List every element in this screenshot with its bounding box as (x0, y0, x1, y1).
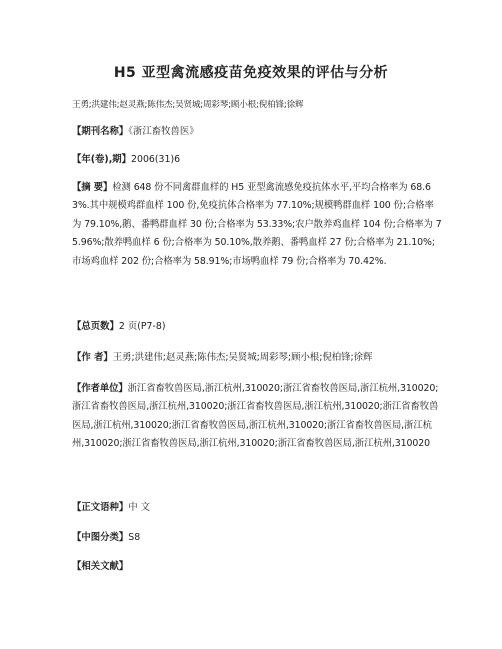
year-value: 2006(31)6 (131, 154, 181, 165)
abstract-value: 检测 648 份不同禽群血样的 H5 亚型禽流感免疫抗体水平,平均合格率为 68.63%.其中规模鸡群血样 100 份,免疫抗体合格率为 77.10%;规模鸭群血样 100 份;合格率为 79.10%,鹅、番鸭群血样 30 份;合格率为 53.33%;农户散养鸡血样 104 份;合格率为 75.96%;散养鸭血样 6 份;合格率为 50.10%,散养鹅、番鸭血样 27 份;合格率为 21.10%;市场鸡血样 202 份;合格率为 58.91%;市场鸭血样 79 份;合格率为 70.42%. (72, 182, 442, 267)
language-value: 中 文 (128, 502, 150, 513)
clc-label: 【中图分类】 (72, 532, 129, 543)
document-title: H5 亚型禽流感疫苗免疫效果的评估与分析 (113, 65, 389, 81)
journal-label: 【期刊名称】 (72, 126, 129, 137)
related-label: 【相关文献】 (72, 561, 129, 572)
journal-value: 《浙江畜牧兽医》 (128, 126, 199, 137)
pages-field (72, 318, 442, 336)
affiliation-value: 浙江省畜牧兽医局,浙江杭州,310020;浙江省畜牧兽医局,浙江杭州,310020;浙江省畜牧兽医局,浙江杭州,310020;浙江省畜牧兽医局,浙江杭州,310020;浙江省畜牧兽医局,浙江杭州,310020;浙江省畜牧兽医局,浙江杭州,310020;浙江省畜牧兽医局,浙江杭州,310020;浙江省畜牧兽医局,浙江杭州,310020;浙江省畜牧兽医局,浙江杭州,310020 (72, 383, 439, 450)
related-field (72, 558, 442, 576)
journal-field (72, 123, 442, 141)
author-label: 【作 者】 (72, 352, 113, 363)
year-field (72, 151, 442, 169)
abstract-label: 【摘 要】 (72, 182, 113, 193)
year-label: 【年(卷),期】 (72, 154, 132, 165)
affiliation-field (72, 380, 442, 454)
clc-field (72, 529, 442, 547)
language-field (72, 499, 442, 517)
pages-label: 【总页数】 (72, 321, 119, 332)
author-value: 王勇;洪建伟;赵灵燕;陈伟杰;吴贤城;周彩琴;顾小根;倪柏锋;徐辉 (112, 352, 373, 363)
author-line: 王勇;洪建伟;赵灵燕;陈伟杰;吴贤城;周彩琴;顾小根;倪柏锋;徐辉 (72, 100, 304, 110)
abstract-field (72, 179, 442, 271)
language-label: 【正文语种】 (72, 502, 129, 513)
author-field (72, 349, 442, 367)
affiliation-label: 【作者单位】 (72, 383, 128, 394)
clc-value: S8 (128, 532, 141, 543)
pages-value: 2 页(P7-8) (118, 321, 166, 332)
